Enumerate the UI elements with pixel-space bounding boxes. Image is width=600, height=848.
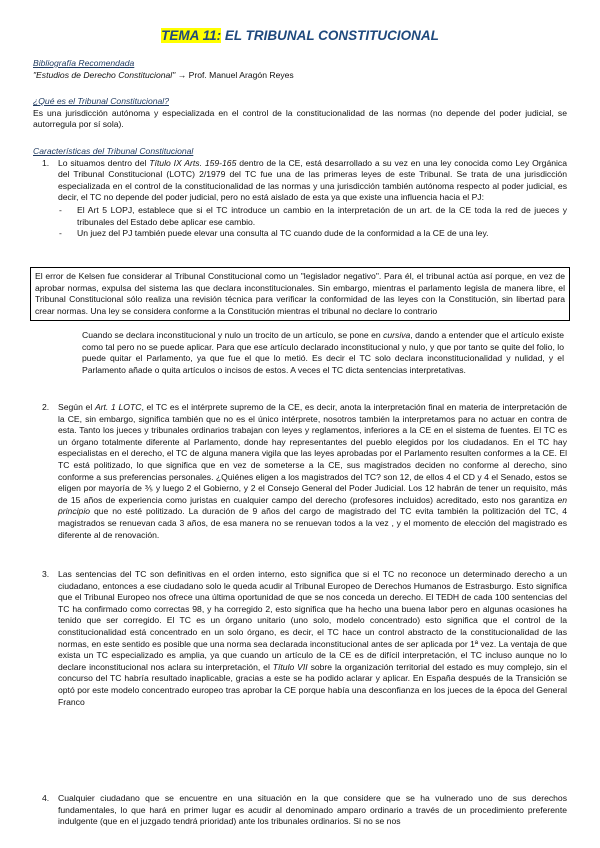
list-number: 4. — [42, 793, 50, 803]
list-number: 3. — [42, 569, 50, 579]
dash-bullet: - — [59, 204, 62, 215]
list-section-3 — [33, 569, 567, 708]
item1-text-a: Lo situamos dentro del — [58, 157, 150, 168]
item2-article-ref: Art. 1 LOTC — [94, 402, 142, 412]
what-is-section — [33, 96, 567, 131]
item3-text-a: Las sentencias del TC son definitivas en el orden interno, esto significa que si el TC no reconoce un determinado derecho a un ciudadano, entonces a ese ciudadano solo le queda acudir al Tribunal Europeo de Derechos Humanos de Estrasburgo. Esto significa que el Tribunal Europeo nos ofrece una última oportunidad de que se nos conceda un derecho. El TEDH de cada 100 sentencias del TC ha confirmado como correctas 98, y ha corregido 2, esto significa que ha hecho una buena labor pero en algunas ocasiones ha tenido que ser corregido. El TC es un órgano unitario (uno solo, modelo concentrado) esto significa que el control de la constitucionalidad está concentrado en un solo órgano, es decir, el TC hace un control abstracto de la constitucionalidad de las normas, en este sentido es posible que una norma sea declarada inconstitucional antes de ser aplicada por 1ª vez. La ventaja de que exista un TC especializado es amplia, ya que cuando un artículo de la CE es de difícil interpretación, el TC incluso aunque no lo declare inconstitucional nos aclara su interpretación, el — [58, 569, 567, 672]
list-item-3 — [33, 569, 567, 708]
list-section-2 — [33, 402, 567, 541]
bibliography-arrow: → — [175, 69, 189, 80]
after-box-text-a: Cuando se declara inconstitucional y nulo un trocito de un artículo, se pone en — [82, 330, 384, 340]
characteristics-heading: Características del Tribunal Constitucional — [33, 146, 194, 156]
dash-bullet: - — [59, 228, 62, 239]
list-item-1 — [33, 158, 567, 240]
item2-italic: en principio — [58, 494, 567, 517]
page-title — [0, 28, 600, 43]
item2-text-b: , el TC es el intérprete supremo de la CE, es decir, anota la interpretación final en materia de interpretación de la CE, sin embargo, significa también que no es el único intérprete, nosotros también la interpretamos para no actuar en contra de esta. Tanto los jueces y tribunales ordinarios trabajan con leyes y reglamentos, inferiores a la CE en el sistema de fuentes. El TC es un órgano totalmente diferente al Parlamento, donde hay representantes del pueblo elegidos por los ciudadanos. En el TC hay especialistas en el derecho, el TC de alguna manera vigila que las leyes aprobadas por el Parlamento resulten conformes a la CE. El TC está politizado, lo que significa que en vez de someterse a la CE, sus magistrados deciden no conforme al derecho, sino conforme a sus preferencias personales. ¿Quiénes eligen a los magistrados del TC? son 12, de ellos 4 el CD y 4 el Senado, estos se eligen por mayoría de ⅗ y luego 2 el Gobierno, y 2 el Consejo General del Poder Judicial. Los 12 habrán de tener un requisito, más de 15 años de experiencia como juristas en cualquier campo del derecho (profesores incluidos) acreditado, esto nos garantiza — [58, 402, 567, 505]
item1-text-b: dentro de la CE, está desarrollado a su vez en una ley conocida como Ley Orgánica del Tribunal Constitucional (LOTC) 2/1979 del TC fue una de las primeras leyes de este Tribunal. Se trata de una jurisdicción especializada en el control de la constitucionalidad de las normas y una jurisdicción también autónoma respecto al poder judicial, es decir, el TC no depende del poder judicial, pero no está aislado de esta ya que existe una influencia hacia el PJ: — [58, 157, 567, 203]
what-is-text: Es una jurisdicción autónoma y especializada en el control de la constitucionalidad de las normas (no depende del poder judicial, se autorregula por sí sola). — [33, 107, 567, 130]
bibliography-section — [33, 58, 567, 81]
title-topic: TEMA 11: — [161, 28, 222, 43]
sub-list-item — [58, 228, 567, 240]
sub-item-text: Un juez del PJ también puede elevar una consulta al TC cuando dude de la conformidad a la CE de una ley. — [77, 228, 489, 239]
list-section-4 — [33, 793, 567, 828]
item4-text: Cualquier ciudadano que se encuentre en una situación en la que considere que se ha vulnerado uno de sus derechos fundamentales, lo que hará en primer lugar es acudir al denominado amparo ordinario a través de un procedimiento preferente indulgente (que en el juzgado tendrá prioridad) ante los tribunales ordinarios. Si no se nos — [58, 793, 567, 827]
list-item-4 — [33, 793, 567, 828]
item3-text-b: sobre la organización territorial del estado es muy complejo, sin el concurso del TC habría resultado inaplicable, gracias a este se ha podido aclarar y aplicar. En España después de la Transición se optó por este modelo concentrado europeo tras aprobar la CE porque había una desconfianza en los jueces de la época del General Franco — [58, 661, 567, 707]
item2-text-a: Según el — [58, 402, 95, 412]
after-box-italic: cursiva — [383, 330, 411, 340]
characteristics-section — [33, 146, 567, 240]
bibliography-author: Prof. Manuel Aragón Reyes — [188, 69, 294, 80]
sub-item-text: El Art 5 LOPJ, establece que si el TC introduce un cambio en la interpretación de un art. de la CE toda la red de jueces y tribunales del Estado debe aplicar ese cambio. — [77, 204, 567, 227]
item3-title-ref: Título VII — [272, 661, 308, 672]
list-number: 2. — [42, 402, 50, 412]
bibliography-book: "Estudios de Derecho Constitucional" — [33, 69, 176, 80]
bibliography-heading: Bibliografía Recomendada — [33, 58, 135, 68]
after-box-paragraph — [82, 330, 564, 376]
item2-text-c: que no esté politizado. La duración de 9 años del cargo de magistrado del TC evita también la politización del TC, 4 magistrados se renuevan cada 3 años, de esa manera no se renuevan todos a la vez , y el momento de elección del magistrado es diferente al de renovación. — [58, 506, 567, 540]
item1-title-ref: Título IX Arts. 159-165 — [149, 157, 237, 168]
what-is-heading: ¿Qué es el Tribunal Constitucional? — [33, 96, 169, 106]
title-text: EL TRIBUNAL CONSTITUCIONAL — [221, 28, 439, 43]
list-number: 1. — [42, 157, 50, 168]
bibliography-entry — [33, 70, 567, 82]
sub-list-item — [58, 205, 567, 228]
after-box-text-b: , dando a entender que el artículo existe como tal pero no se puede aplicar. Para que ese artículo declarado inconstitucional y nulo, y que por tanto se quite del folio, lo puede quitar el Parlamento, ya que fue el que lo metió. Es decir el TC solo declara inconstitucionalidad y nulidad, y el Parlamento añade o quita artículos o incisos de estos. A veces el TC dicta sentencias interpretativas. — [82, 330, 564, 375]
list-item-2 — [33, 402, 567, 541]
kelsen-note-box: El error de Kelsen fue considerar al Tribunal Constitucional como un "legislador negativo". Para él, el tribunal actúa así porque, en vez de aprobar normas, expulsa del sistema las que declara inconstitucionales. Sin embargo, mientras el parlamento legisla de manera libre, el Tribunal Constitucional sólo realiza una revisión técnica para verificar la conformidad de las leyes con la Constitución, sin libertad para crear normas. Una ley se considera conforme a la Constitución mientras el tribunal no declare lo contrario — [30, 267, 570, 321]
